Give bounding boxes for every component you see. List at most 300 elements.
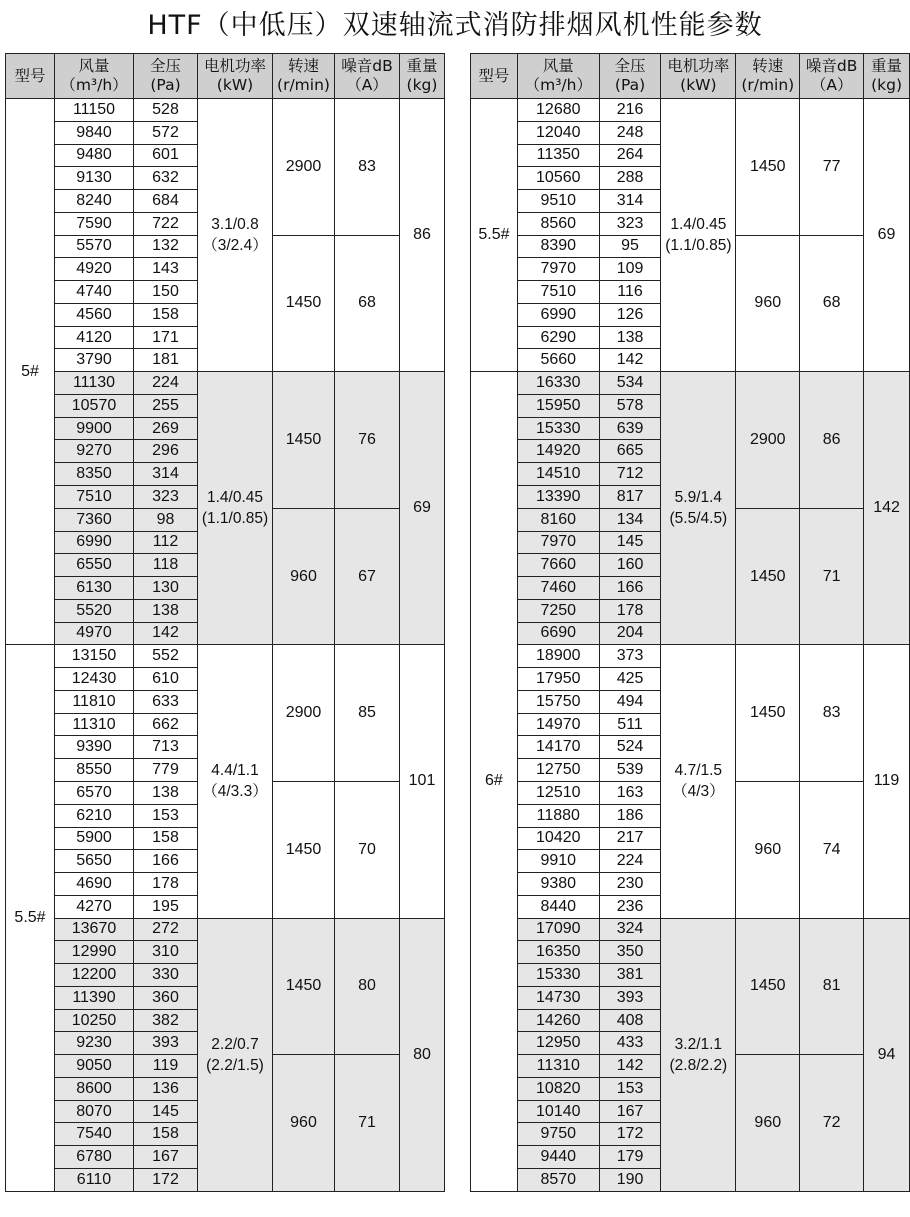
cell-line: (r/min) xyxy=(277,76,330,94)
pressure-cell: 528 xyxy=(134,99,198,122)
speed-cell: 2900 xyxy=(736,372,800,509)
cell-line: 1.4/0.45 xyxy=(206,489,264,507)
airflow-cell: 14510 xyxy=(517,463,599,486)
speed-cell: 1450 xyxy=(273,781,335,918)
airflow-cell: 8070 xyxy=(55,1100,134,1123)
pressure-cell: 665 xyxy=(599,440,661,463)
pressure-cell: 138 xyxy=(134,781,198,804)
airflow-cell: 7660 xyxy=(517,554,599,577)
airflow-cell: 8240 xyxy=(55,190,134,213)
pressure-cell: 142 xyxy=(134,622,198,645)
airflow-cell: 10250 xyxy=(55,1009,134,1032)
pressure-cell: 158 xyxy=(134,1123,198,1146)
airflow-cell: 11810 xyxy=(55,690,134,713)
airflow-cell: 5660 xyxy=(517,349,599,372)
airflow-cell: 11390 xyxy=(55,986,134,1009)
airflow-cell: 9480 xyxy=(55,144,134,167)
header-airflow xyxy=(517,54,599,99)
header-motor-power xyxy=(661,54,736,99)
pressure-cell: 160 xyxy=(599,554,661,577)
airflow-cell: 4740 xyxy=(55,281,134,304)
pressure-cell: 578 xyxy=(599,394,661,417)
pressure-cell: 224 xyxy=(599,850,661,873)
pressure-cell: 779 xyxy=(134,759,198,782)
pressure-cell: 350 xyxy=(599,941,661,964)
noise-cell: 80 xyxy=(335,918,400,1055)
speed-cell: 1450 xyxy=(273,918,335,1055)
airflow-cell: 12750 xyxy=(517,759,599,782)
header-noise xyxy=(800,54,864,99)
pressure-cell: 217 xyxy=(599,827,661,850)
airflow-cell: 13390 xyxy=(517,486,599,509)
noise-cell: 68 xyxy=(335,235,400,372)
fan-performance-table-right xyxy=(470,53,910,1192)
pressure-cell: 145 xyxy=(599,531,661,554)
pressure-cell: 142 xyxy=(599,1055,661,1078)
pressure-cell: 153 xyxy=(134,804,198,827)
pressure-cell: 381 xyxy=(599,964,661,987)
pressure-cell: 248 xyxy=(599,121,661,144)
airflow-cell: 11150 xyxy=(55,99,134,122)
airflow-cell: 4970 xyxy=(55,622,134,645)
header-row xyxy=(471,54,910,99)
pressure-cell: 116 xyxy=(599,281,661,304)
table-row xyxy=(471,918,910,941)
airflow-cell: 6690 xyxy=(517,622,599,645)
pressure-cell: 167 xyxy=(599,1100,661,1123)
speed-cell: 960 xyxy=(273,1055,335,1192)
pressure-cell: 95 xyxy=(599,235,661,258)
airflow-cell: 16350 xyxy=(517,941,599,964)
weight-cell: 69 xyxy=(864,99,910,372)
pressure-cell: 143 xyxy=(134,258,198,281)
airflow-cell: 9750 xyxy=(517,1123,599,1146)
weight-cell: 94 xyxy=(864,918,910,1191)
pressure-cell: 264 xyxy=(599,144,661,167)
weight-cell: 142 xyxy=(864,372,910,645)
airflow-cell: 9840 xyxy=(55,121,134,144)
cell-line: (r/min) xyxy=(741,76,795,94)
cell-line: （4/3.3） xyxy=(202,783,268,801)
pressure-cell: 178 xyxy=(599,599,661,622)
airflow-cell: 6990 xyxy=(55,531,134,554)
noise-cell: 74 xyxy=(800,781,864,918)
pressure-cell: 269 xyxy=(134,417,198,440)
pressure-cell: 158 xyxy=(134,827,198,850)
airflow-cell: 9510 xyxy=(517,190,599,213)
cell-line: （m³/h） xyxy=(524,76,592,94)
pressure-cell: 310 xyxy=(134,941,198,964)
cell-line: 4.4/1.1 xyxy=(211,762,259,780)
cell-line: (1.1/0.85) xyxy=(665,237,732,255)
pressure-cell: 511 xyxy=(599,713,661,736)
cell-line: （m³/h） xyxy=(60,76,128,94)
table-row xyxy=(6,918,445,941)
motor-power-cell xyxy=(198,99,273,372)
noise-cell: 86 xyxy=(800,372,864,509)
airflow-cell: 7510 xyxy=(55,486,134,509)
speed-cell: 960 xyxy=(736,1055,800,1192)
speed-cell: 1450 xyxy=(736,99,800,236)
table-row xyxy=(6,99,445,122)
airflow-cell: 11350 xyxy=(517,144,599,167)
cell-line: (1.1/0.85) xyxy=(201,510,269,528)
header-weight xyxy=(864,54,910,99)
airflow-cell: 16330 xyxy=(517,372,599,395)
cell-line: 转速 xyxy=(752,57,784,75)
airflow-cell: 10570 xyxy=(55,394,134,417)
table-body xyxy=(6,99,445,1192)
airflow-cell: 12040 xyxy=(517,121,599,144)
pressure-cell: 142 xyxy=(599,349,661,372)
pressure-cell: 236 xyxy=(599,895,661,918)
motor-power-cell xyxy=(198,918,273,1191)
airflow-cell: 12680 xyxy=(517,99,599,122)
header-speed xyxy=(736,54,800,99)
pressure-cell: 552 xyxy=(134,645,198,668)
fan-performance-table-left xyxy=(5,53,445,1192)
airflow-cell: 15950 xyxy=(517,394,599,417)
noise-cell: 76 xyxy=(335,372,400,509)
airflow-cell: 6780 xyxy=(55,1146,134,1169)
airflow-cell: 4920 xyxy=(55,258,134,281)
airflow-cell: 8350 xyxy=(55,463,134,486)
pressure-cell: 534 xyxy=(599,372,661,395)
model-cell: 5# xyxy=(6,99,55,645)
noise-cell: 71 xyxy=(800,508,864,645)
speed-cell: 1450 xyxy=(736,645,800,782)
cell-line: 电机功率 xyxy=(203,57,266,75)
cell-line: 噪音dB xyxy=(805,57,858,75)
header-row xyxy=(6,54,445,99)
airflow-cell: 9380 xyxy=(517,873,599,896)
airflow-cell: 5520 xyxy=(55,599,134,622)
airflow-cell: 15750 xyxy=(517,690,599,713)
airflow-cell: 9910 xyxy=(517,850,599,873)
table-row xyxy=(471,372,910,395)
pressure-cell: 153 xyxy=(599,1077,661,1100)
cell-line: 全压 xyxy=(149,57,181,75)
airflow-cell: 8390 xyxy=(517,235,599,258)
pressure-cell: 722 xyxy=(134,212,198,235)
pressure-cell: 150 xyxy=(134,281,198,304)
motor-power-cell xyxy=(661,645,736,918)
pressure-cell: 138 xyxy=(599,326,661,349)
noise-cell: 67 xyxy=(335,508,400,645)
pressure-cell: 425 xyxy=(599,668,661,691)
motor-power-cell xyxy=(661,918,736,1191)
pressure-cell: 539 xyxy=(599,759,661,782)
airflow-cell: 12950 xyxy=(517,1032,599,1055)
cell-line: 风量 xyxy=(542,57,574,75)
speed-cell: 1450 xyxy=(736,508,800,645)
model-cell: 5.5# xyxy=(471,99,518,372)
airflow-cell: 8570 xyxy=(517,1168,599,1191)
airflow-cell: 4270 xyxy=(55,895,134,918)
pressure-cell: 166 xyxy=(134,850,198,873)
airflow-cell: 10140 xyxy=(517,1100,599,1123)
pressure-cell: 126 xyxy=(599,303,661,326)
airflow-cell: 7360 xyxy=(55,508,134,531)
airflow-cell: 4690 xyxy=(55,873,134,896)
cell-line: 重量 xyxy=(406,57,438,75)
airflow-cell: 18900 xyxy=(517,645,599,668)
pressure-cell: 181 xyxy=(134,349,198,372)
pressure-cell: 323 xyxy=(134,486,198,509)
header-model xyxy=(471,54,518,99)
pressure-cell: 272 xyxy=(134,918,198,941)
airflow-cell: 6290 xyxy=(517,326,599,349)
pressure-cell: 130 xyxy=(134,577,198,600)
pressure-cell: 134 xyxy=(599,508,661,531)
speed-cell: 1450 xyxy=(736,918,800,1055)
pressure-cell: 662 xyxy=(134,713,198,736)
motor-power-cell xyxy=(661,99,736,372)
pressure-cell: 112 xyxy=(134,531,198,554)
airflow-cell: 14920 xyxy=(517,440,599,463)
noise-cell: 77 xyxy=(800,99,864,236)
cell-line: (kW) xyxy=(680,76,717,94)
airflow-cell: 8560 xyxy=(517,212,599,235)
cell-line: (2.2/1.5) xyxy=(206,1056,264,1074)
airflow-cell: 6110 xyxy=(55,1168,134,1191)
pressure-cell: 195 xyxy=(134,895,198,918)
airflow-cell: 8600 xyxy=(55,1077,134,1100)
speed-cell: 1450 xyxy=(273,372,335,509)
table-row xyxy=(471,99,910,122)
pressure-cell: 186 xyxy=(599,804,661,827)
airflow-cell: 7970 xyxy=(517,258,599,281)
pressure-cell: 330 xyxy=(134,964,198,987)
airflow-cell: 12430 xyxy=(55,668,134,691)
motor-power-cell xyxy=(198,645,273,918)
cell-line: （3/2.4） xyxy=(202,237,268,255)
cell-line: 3.2/1.1 xyxy=(674,1035,723,1053)
cell-line: 转速 xyxy=(287,57,319,75)
airflow-cell: 7970 xyxy=(517,531,599,554)
speed-cell: 1450 xyxy=(273,235,335,372)
model-cell: 5.5# xyxy=(6,645,55,1191)
airflow-cell: 11310 xyxy=(55,713,134,736)
cell-line: (kg) xyxy=(406,76,438,94)
speed-cell: 2900 xyxy=(273,99,335,236)
noise-cell: 81 xyxy=(800,918,864,1055)
pressure-cell: 109 xyxy=(599,258,661,281)
pressure-cell: 216 xyxy=(599,99,661,122)
pressure-cell: 119 xyxy=(134,1055,198,1078)
pressure-cell: 167 xyxy=(134,1146,198,1169)
airflow-cell: 13150 xyxy=(55,645,134,668)
airflow-cell: 10560 xyxy=(517,167,599,190)
cell-line: (2.8/2.2) xyxy=(669,1056,728,1074)
pressure-cell: 393 xyxy=(599,986,661,1009)
airflow-cell: 6210 xyxy=(55,804,134,827)
weight-cell: 101 xyxy=(400,645,445,918)
airflow-cell: 11880 xyxy=(517,804,599,827)
pressure-cell: 98 xyxy=(134,508,198,531)
table-row xyxy=(471,645,910,668)
airflow-cell: 9390 xyxy=(55,736,134,759)
speed-cell: 960 xyxy=(736,781,800,918)
header-pressure xyxy=(599,54,661,99)
pressure-cell: 178 xyxy=(134,873,198,896)
noise-cell: 72 xyxy=(800,1055,864,1192)
header-speed xyxy=(273,54,335,99)
pressure-cell: 433 xyxy=(599,1032,661,1055)
airflow-cell: 14170 xyxy=(517,736,599,759)
airflow-cell: 5650 xyxy=(55,850,134,873)
noise-cell: 70 xyxy=(335,781,400,918)
pressure-cell: 163 xyxy=(599,781,661,804)
weight-cell: 86 xyxy=(400,99,445,372)
airflow-cell: 5570 xyxy=(55,235,134,258)
cell-line: 3.1/0.8 xyxy=(211,216,259,234)
airflow-cell: 9270 xyxy=(55,440,134,463)
cell-line: 型号 xyxy=(478,66,510,85)
model-cell: 6# xyxy=(471,372,518,1192)
pressure-cell: 373 xyxy=(599,645,661,668)
pressure-cell: 713 xyxy=(134,736,198,759)
airflow-cell: 12990 xyxy=(55,941,134,964)
pressure-cell: 296 xyxy=(134,440,198,463)
weight-cell: 80 xyxy=(400,918,445,1191)
pressure-cell: 230 xyxy=(599,873,661,896)
table-body xyxy=(471,99,910,1192)
pressure-cell: 632 xyxy=(134,167,198,190)
airflow-cell: 7250 xyxy=(517,599,599,622)
cell-line: 2.2/0.7 xyxy=(211,1035,259,1053)
airflow-cell: 14730 xyxy=(517,986,599,1009)
noise-cell: 85 xyxy=(335,645,400,782)
cell-line: （4/3） xyxy=(672,783,725,801)
airflow-cell: 4560 xyxy=(55,303,134,326)
airflow-cell: 6130 xyxy=(55,577,134,600)
weight-cell: 69 xyxy=(400,372,445,645)
airflow-cell: 7540 xyxy=(55,1123,134,1146)
header-noise xyxy=(335,54,400,99)
pressure-cell: 323 xyxy=(599,212,661,235)
speed-cell: 960 xyxy=(273,508,335,645)
airflow-cell: 12510 xyxy=(517,781,599,804)
pressure-cell: 633 xyxy=(134,690,198,713)
pressure-cell: 172 xyxy=(134,1168,198,1191)
airflow-cell: 15330 xyxy=(517,964,599,987)
cell-line: （A） xyxy=(346,76,388,94)
airflow-cell: 14260 xyxy=(517,1009,599,1032)
airflow-cell: 13670 xyxy=(55,918,134,941)
pressure-cell: 118 xyxy=(134,554,198,577)
weight-cell: 119 xyxy=(864,645,910,918)
pressure-cell: 288 xyxy=(599,167,661,190)
airflow-cell: 6990 xyxy=(517,303,599,326)
header-motor-power xyxy=(198,54,273,99)
airflow-cell: 7590 xyxy=(55,212,134,235)
cell-line: (kg) xyxy=(871,76,902,94)
header-airflow xyxy=(55,54,134,99)
airflow-cell: 17090 xyxy=(517,918,599,941)
cell-line: 4.7/1.5 xyxy=(674,762,723,780)
header-weight xyxy=(400,54,445,99)
airflow-cell: 3790 xyxy=(55,349,134,372)
noise-cell: 83 xyxy=(800,645,864,782)
pressure-cell: 610 xyxy=(134,668,198,691)
airflow-cell: 6570 xyxy=(55,781,134,804)
pressure-cell: 524 xyxy=(599,736,661,759)
speed-cell: 2900 xyxy=(273,645,335,782)
airflow-cell: 14970 xyxy=(517,713,599,736)
pressure-cell: 314 xyxy=(599,190,661,213)
airflow-cell: 7460 xyxy=(517,577,599,600)
pressure-cell: 224 xyxy=(134,372,198,395)
airflow-cell: 6550 xyxy=(55,554,134,577)
cell-line: 1.4/0.45 xyxy=(670,216,727,234)
cell-line: （A） xyxy=(810,76,853,94)
pressure-cell: 408 xyxy=(599,1009,661,1032)
airflow-cell: 9230 xyxy=(55,1032,134,1055)
pressure-cell: 158 xyxy=(134,303,198,326)
table-row xyxy=(6,372,445,395)
airflow-cell: 8160 xyxy=(517,508,599,531)
airflow-cell: 9900 xyxy=(55,417,134,440)
speed-cell: 960 xyxy=(736,235,800,372)
airflow-cell: 10820 xyxy=(517,1077,599,1100)
pressure-cell: 639 xyxy=(599,417,661,440)
cell-line: (Pa) xyxy=(150,76,181,94)
pressure-cell: 494 xyxy=(599,690,661,713)
airflow-cell: 11310 xyxy=(517,1055,599,1078)
pressure-cell: 132 xyxy=(134,235,198,258)
noise-cell: 71 xyxy=(335,1055,400,1192)
airflow-cell: 8440 xyxy=(517,895,599,918)
cell-line: (Pa) xyxy=(614,76,646,94)
cell-line: (5.5/4.5) xyxy=(669,510,728,528)
table-row xyxy=(6,645,445,668)
pressure-cell: 324 xyxy=(599,918,661,941)
pressure-cell: 360 xyxy=(134,986,198,1009)
airflow-cell: 11130 xyxy=(55,372,134,395)
pressure-cell: 136 xyxy=(134,1077,198,1100)
cell-line: 噪音dB xyxy=(341,57,393,75)
page-title: HTF（中低压）双速轴流式消防排烟风机性能参数 xyxy=(147,10,763,41)
airflow-cell: 9050 xyxy=(55,1055,134,1078)
cell-line: 5.9/1.4 xyxy=(674,489,723,507)
pressure-cell: 190 xyxy=(599,1168,661,1191)
airflow-cell: 12200 xyxy=(55,964,134,987)
cell-line: 型号 xyxy=(14,66,46,85)
airflow-cell: 9440 xyxy=(517,1146,599,1169)
cell-line: 全压 xyxy=(614,57,646,75)
cell-line: (kW) xyxy=(216,76,254,94)
airflow-cell: 8550 xyxy=(55,759,134,782)
airflow-cell: 9130 xyxy=(55,167,134,190)
pressure-cell: 684 xyxy=(134,190,198,213)
airflow-cell: 5900 xyxy=(55,827,134,850)
airflow-cell: 17950 xyxy=(517,668,599,691)
pressure-cell: 179 xyxy=(599,1146,661,1169)
airflow-cell: 15330 xyxy=(517,417,599,440)
pressure-cell: 817 xyxy=(599,486,661,509)
cell-line: 电机功率 xyxy=(667,57,730,75)
pressure-cell: 314 xyxy=(134,463,198,486)
pressure-cell: 601 xyxy=(134,144,198,167)
header-model xyxy=(6,54,55,99)
header-pressure xyxy=(134,54,198,99)
noise-cell: 83 xyxy=(335,99,400,236)
pressure-cell: 712 xyxy=(599,463,661,486)
pressure-cell: 145 xyxy=(134,1100,198,1123)
airflow-cell: 4120 xyxy=(55,326,134,349)
pressure-cell: 138 xyxy=(134,599,198,622)
